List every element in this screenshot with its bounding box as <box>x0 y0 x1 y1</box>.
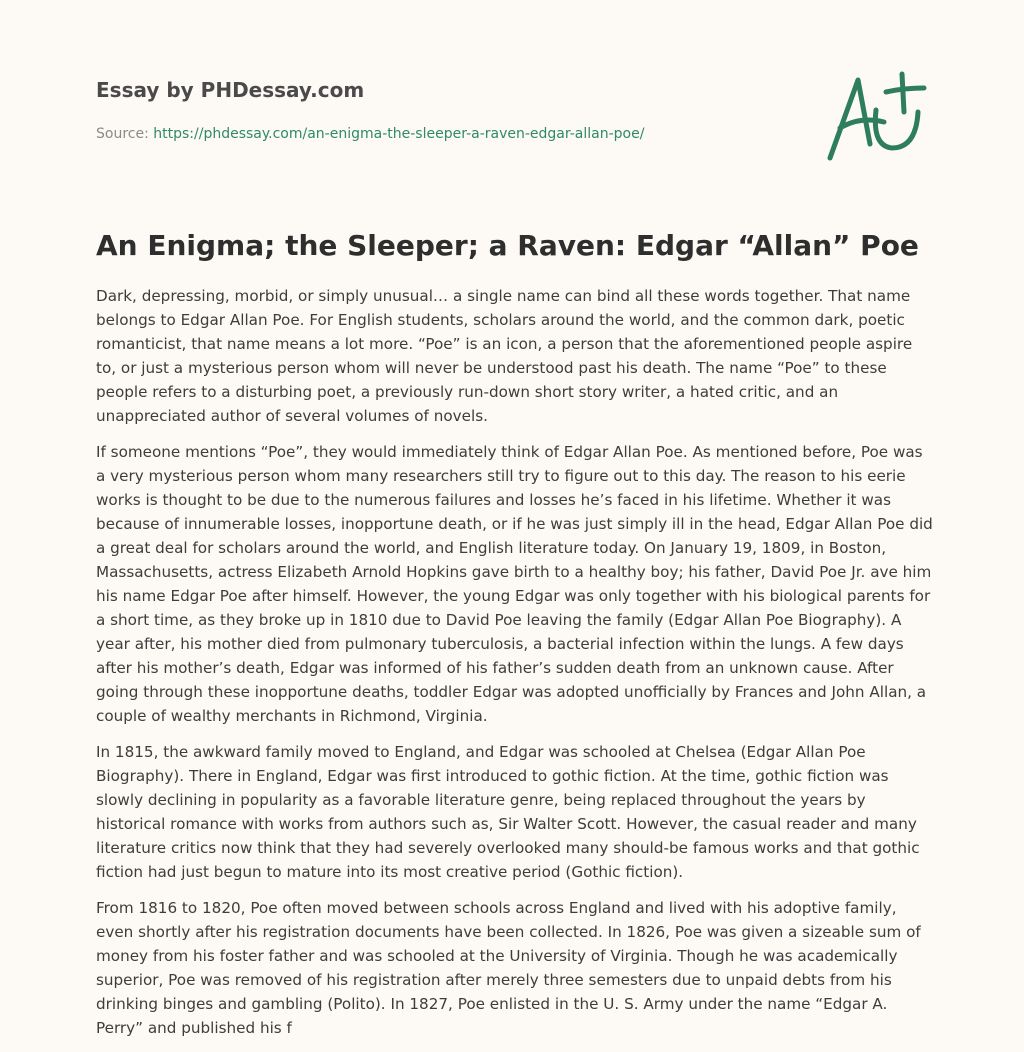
essay-paragraph: Dark, depressing, morbid, or simply unusual… a single name can bind all these words together. That name belongs to Edgar Allan Poe. For English students, scholars around the world, and the common dark, poetic romanticist, that name means a lot more. “Poe” is an icon, a person that the aforementioned people aspire to, or just a mysterious person whom will never be understood past his death. The name “Poe” to these people refers to a disturbing poet, a previously run-down short story writer, a hated critic, and an unappreciated author of several volumes of novels. <box>96 287 913 425</box>
essay-header <box>96 76 796 144</box>
essay-title: An Enigma; the Sleeper; a Raven: Edgar “Allan” Poe <box>96 229 919 262</box>
source-label: Source: <box>96 126 154 142</box>
a-plus-logo-icon <box>818 66 936 170</box>
source-link[interactable]: https://phdessay.com/an-enigma-the-sleeper-a-raven-edgar-allan-poe/ <box>153 126 645 142</box>
essay-paragraph: From 1816 to 1820, Poe often moved between schools across England and lived with his adoptive family, even shortly after his registration documents have been collected. In 1826, Poe was given a sizeable sum of money from his foster father and was schooled at the University of Virginia. Though he was academically superior, Poe was removed of his registration after merely three semesters due to unpaid debts from his drinking binges and gambling (Polito). In 1827, Poe enlisted in the U. S. Army under the name “Edgar A. Perry” and published his f <box>96 899 921 1037</box>
source-line <box>96 124 796 144</box>
site-title: Essay by PHDessay.com <box>96 78 365 102</box>
essay-paragraph: In 1815, the awkward family moved to England, and Edgar was schooled at Chelsea (Edgar Allan Poe Biography). There in England, Edgar was first introduced to gothic fiction. At the time, gothic fiction was slowly declining in popularity as a favorable literature genre, being replaced throughout the years by historical romance with works from authors such as, Sir Walter Scott. However, the casual reader and many literature critics now think that they had severely overlooked many should-be famous works and that gothic fiction had just begun to mature into its most creative period (Gothic fiction). <box>96 743 920 881</box>
essay-paragraph: If someone mentions “Poe”, they would immediately think of Edgar Allan Poe. As mentioned before, Poe was a very mysterious person whom many researchers still try to figure out to this day. The reason to his eerie works is thought to be due to the numerous failures and losses he’s faced in his lifetime. Whether it was because of innumerable losses, inopportune death, or if he was just simply ill in the head, Edgar Allan Poe did a great deal for scholars around the world, and English literature today. On January 19, 1809, in Boston, Massachusetts, actress Elizabeth Arnold Hopkins gave birth to a healthy boy; his father, David Poe Jr. ave him his name Edgar Poe after himself. However, the young Edgar was only together with his biological parents for a short time, as they broke up in 1810 due to David Poe leaving the family (Edgar Allan Poe Biography). A year after, his mother died from pulmonary tuberculosis, a bacterial infection within the lungs. A few days after his mother’s death, Edgar was informed of his father’s sudden death from an unknown cause. After going through these inopportune deaths, toddler Edgar was adopted unofficially by Frances and John Allan, a couple of wealthy merchants in Richmond, Virginia. <box>96 443 933 725</box>
essay-body <box>96 284 936 1052</box>
